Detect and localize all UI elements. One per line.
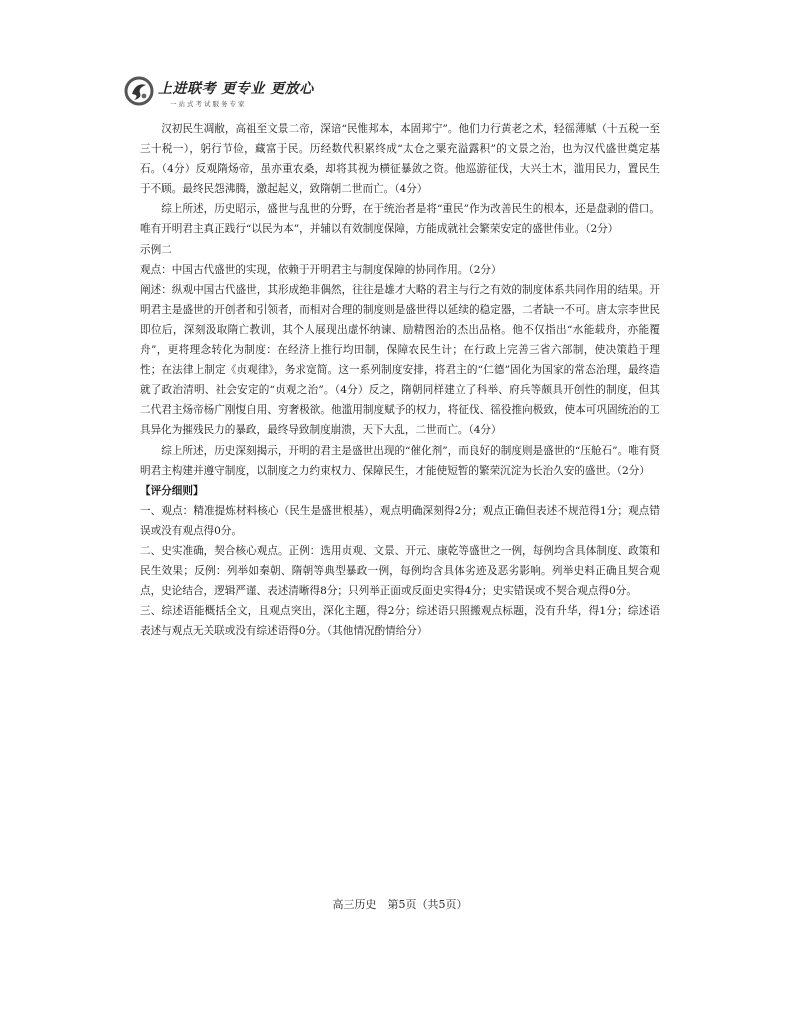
paragraph-viewpoint: 观点：中国古代盛世的实现，依赖于开明君主与制度保障的协同作用。（2分）: [140, 263, 502, 276]
page-footer: 高三历史 第5页（共5页）: [332, 898, 468, 911]
header-subtitle: 一站式考试服务专家: [170, 100, 247, 108]
paragraph-han-sui: 汉初民生凋敝，高祖至文景二帝，深谙“民惟邦本，本固邦宁”。他们力行黄老之术，轻徭薄赋（十五税一至三十税一），躬行节俭，藏富于民。历经数代积累终成“太仓之粟充溢露积”的文景之治，也为汉代盛世奠定基石。（4分）反观隋炀帝，虽亦重农桑，却将其视为横征暴敛之资。他巡游征伐，大兴土木，滥用民力，置民生于不顾。最终民怨沸腾，激起起义，致隋朝二世而亡。（4分）: [140, 123, 660, 196]
paragraph-summary-1: 综上所述，历史昭示，盛世与乱世的分野，在于统治者是将“重民”作为改善民生的根本，还是盘剥的借口。唯有开明君主真正践行“以民为本”，并辅以有效制度保障，方能成就社会繁荣安定的盛世伟业。（2分）: [140, 203, 660, 236]
header-logo: [124, 72, 314, 120]
paragraph-summary-2: 综上所述，历史深刻揭示，开明的君主是盛世出现的“催化剂”，而良好的制度则是盛世的“压舱石”。唯有贤明君主构建并遵守制度，以制度之力约束权力、保障民生，才能使短暂的繁荣沉淀为长治久安的盛世。（2分）: [140, 444, 660, 477]
header-slogan: 上进联考 更专业 更放心: [158, 81, 314, 97]
scoring-rule-1: 一、观点：精准提炼材料核心（民生是盛世根基），观点明确深刻得2分；观点正确但表述不规范得1分；观点错误或没有观点得0分。: [140, 504, 660, 537]
logo-swirl-icon: [124, 76, 154, 106]
answer-content: [140, 119, 660, 641]
scoring-rule-2: 二、史实准确，契合核心观点。正例：选用贞观、文景、开元、康乾等盛世之一例，每例均含具体制度、政策和民生效果；反例：列举如秦朝、隋朝等典型暴政一例，每例均含具体劣迹及恶劣影响。列举史料正确且契合观点，史论结合，逻辑严谨、表述清晰得8分；只列举正面或反面史实得4分；史实错误或不契合观点得0分。: [140, 544, 660, 598]
scoring-rule-3: 三、综述语能概括全文，且观点突出，深化主题，得2分；综述语只照搬观点标题，没有升华，得1分；综述语表述与观点无关联或没有综述语得0分。（其他情况酌情给分）: [140, 605, 660, 638]
example-two-label: 示例二: [140, 243, 172, 256]
scoring-rules-heading: 【评分细则】: [140, 484, 204, 497]
paragraph-elaboration: 阐述：纵观中国古代盛世，其形成绝非偶然，往往是雄才大略的君主与行之有效的制度体系共同作用的结果。开明君主是盛世的开创者和引领者，而相对合理的制度则是盛世得以延续的稳定器，二者缺一不可。唐太宗李世民即位后，深刻汲取隋亡教训，其个人展现出虚怀纳谏、励精图治的杰出品格。他不仅指出“水能载舟，亦能覆舟”，更将理念转化为制度：在经济上推行均田制，保障农民生计；在行政上完善三省六部制，使决策趋于理性；在法律上制定《贞观律》，务求宽简。这一系列制度安排，将君主的“仁德”固化为国家的常态治理，最终造就了政治清明、社会安定的“贞观之治”。（4分）反之，隋朝同样建立了科举、府兵等颇具开创性的制度，但其二代君主炀帝杨广刚愎自用、穷奢极欲。他滥用制度赋予的权力，将征伐、徭役推向极致，使本可巩固统治的工具异化为摧残民力的暴政，最终导致制度崩溃，天下大乱，二世而亡。（4分）: [140, 283, 660, 437]
